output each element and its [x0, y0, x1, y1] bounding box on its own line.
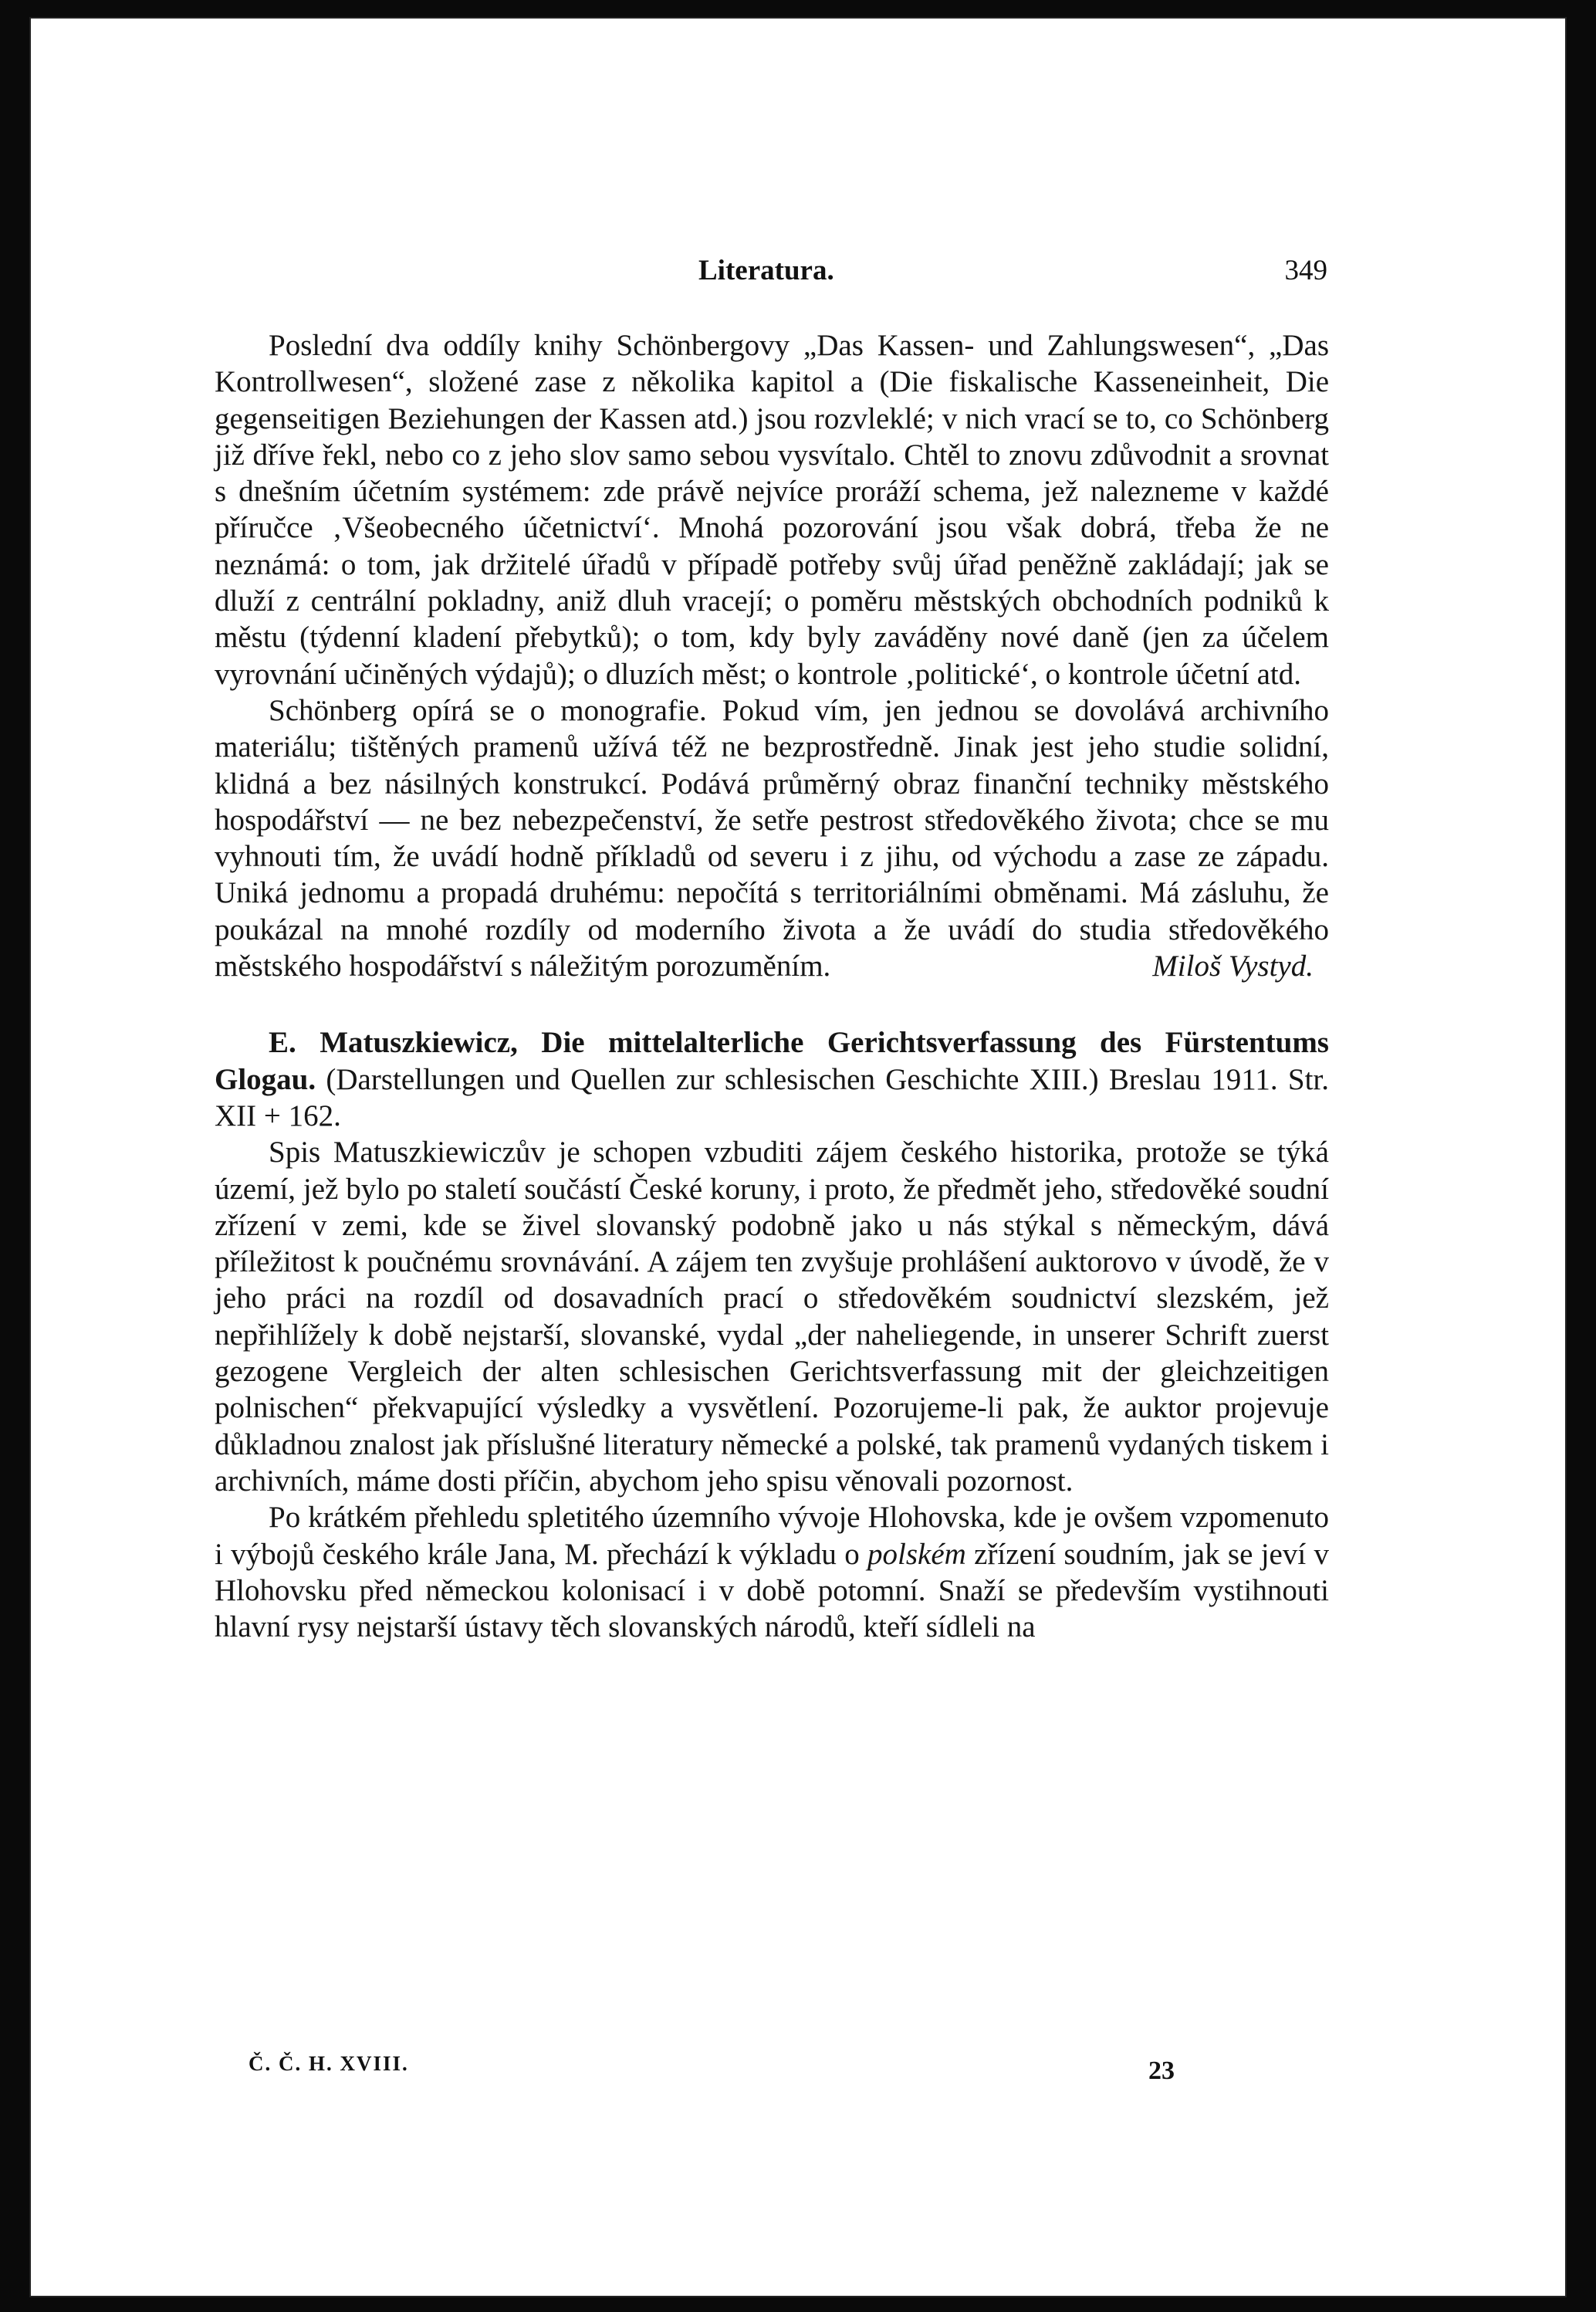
review1-paragraph1: Poslední dva oddíly knihy Schönbergovy „Das Kassen- und Zahlungswesen“, „Das Kontrollwesen“, složené zase z několika kapitol a (Die fiskalische Kasseneinheit, Die gegenseitigen Beziehungen der Kassen atd.) jsou rozvleklé; v nich vrací se to, co Schönberg již dříve řekl, nebo co z jeho slov samo sebou vysvítalo. Chtěl to znovu zdůvodnit a srovnat s dnešním účetním systémem: zde právě nejvíce proráží schema, jež nalezneme v každé příručce ‚Všeobecného účetnictví‘. Mnohá pozorování jsou však dobrá, třeba že ne neznámá: o tom, jak držitelé úřadů v případě potřeby svůj úřad peněžně zakládají; jak se dluží z centrální pokladny, aniž dluh vracejí; o poměru městských obchodních podniků k městu (týdenní kladení přebytků); o tom, kdy byly zaváděny nové daně (jen za účelem vyrovnání učiněných výdajů); o dluzích měst; o kontrole ‚politické‘, o kontrole účetní atd.: [215, 329, 1329, 691]
review2-title: E. Matuszkiewicz, Die mittelalterliche Gerichtsverfassung des Fürstentums Glogau.: [215, 1026, 1329, 1096]
journal-signature-mark: Č. Č. H. XVIII.: [249, 2052, 409, 2075]
body-text: [215, 327, 1329, 1645]
running-title: Literatura.: [698, 255, 834, 286]
sheet-number: 23: [1148, 2056, 1175, 2085]
review2-paragraph1: Spis Matuszkiewiczův je schopen vzbuditi zájem českého historika, protože se týká území, jež bylo po staletí součástí České koruny, i proto, že předmět jeho, středověké soudní zřízení v zemi, kde se živel slovanský podobně jako u nás stýkal s německým, dává příležitost k poučnému srovnávání. A zájem ten zvyšuje prohlášení auktorovo v úvodě, že v jeho práci na rozdíl od dosavadních prací o středověkém soudnictví slezském, jež nepřihlížely k době nejstarší, slovanské, vydal „der naheliegende, in unserer Schrift zuerst gezogene Vergleich der alten schlesischen Gerichtsverfassung mit der gleichzeitigen polnischen“ překvapující výsledky a vysvětlení. Pozorujeme-li pak, že auktor projevuje důkladnou znalost jak příslušné literatury německé a polské, tak pramenů vydaných tiskem i archivních, máme dosti příčin, abychom jeho spisu věnovali pozornost.: [215, 1136, 1329, 1498]
review1-paragraph2: [215, 692, 1329, 984]
review-signature: Miloš Vystyd.: [1152, 950, 1314, 983]
book-page: [29, 17, 1567, 2297]
review2-paragraph2: [215, 1499, 1329, 1645]
review2-paragraph2-part1: Po krátkém přehledu spletitého územního vývoje Hlohovska, kde je ovšem vzpomenuto i výbojů českého krále Jana, M. přechází k výkladu o: [215, 1501, 1329, 1571]
page-number: 349: [1284, 255, 1327, 286]
review1-paragraph2-text: Schönberg opírá se o monografie. Pokud vím, jen jednou se dovolává archivního materiálu; tištěných pramenů užívá též ne bezprostředně. Jinak jest jeho studie solidní, klidná a bez násilných konstrukcí. Podává průměrný obraz finanční techniky městského hospodářství — ne bez nebezpečenství, že setře pestrost středověkého života; chce se mu vyhnouti tím, že uvádí hodně příkladů od severu i z jihu, od východu a zase ze západu. Uniká jednomu a propadá druhému: nepočítá s territoriálními obměnami. Má zásluhu, že poukázal na mnohé rozdíly od moderního života a že uvádí do studia středověkého městského hospodářství s náležitým porozuměním.: [215, 693, 1329, 983]
review2-heading: [215, 1024, 1329, 1134]
page-footer: [216, 2041, 1331, 2085]
review2-paragraph2-part2: zřízení soudním, jak se jeví v Hlohovsku před německou kolonisací i v době potomní. Snaží se především vystihnouti hlavní rysy nejstarší ústavy těch slovanských národů, kteří sídleli na: [215, 1537, 1329, 1644]
review2-paragraph2-italic: polském: [867, 1537, 966, 1571]
review2-bibliographic-info: (Darstellungen und Quellen zur schlesischen Geschichte XIII.) Breslau 1911. Str. XII + 162.: [215, 1062, 1329, 1132]
running-header: [216, 254, 1327, 293]
